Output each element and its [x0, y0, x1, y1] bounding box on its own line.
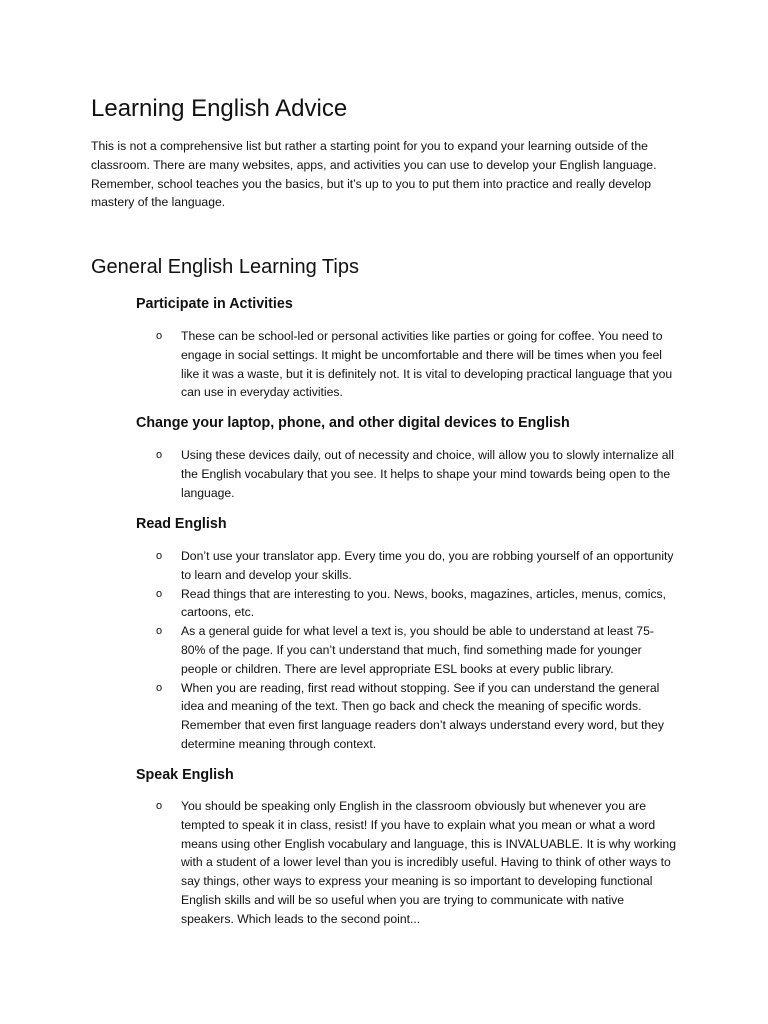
list-item-text: Using these devices daily, out of necessity and choice, will allow you to slowly internalize all the English vocabulary that you see. It helps to shape your mind towards being open to the language.	[181, 448, 674, 500]
bullet-icon: o	[156, 625, 163, 638]
subsection-heading-devices: Change your laptop, phone, and other digital devices to English	[136, 415, 570, 431]
list-item-text: As a general guide for what level a text is, you should be able to understand at least 75-80% of the page. If you can’t understand that much, find something made for younger people or children. There are level appropriate ESL books at every public library.	[181, 624, 654, 676]
subsection-heading-read: Read English	[136, 516, 227, 532]
list-item	[136, 585, 676, 623]
bullet-icon: o	[156, 330, 163, 342]
list-devices	[136, 446, 676, 502]
list-item-text: You should be speaking only English in the classroom obviously but whenever you are tempted to speak it in class, resist! If you have to explain what you mean or what a word means using other English vocabulary and language, this is INVALUABLE. It is why working with a student of a lower level than you is incredibly useful. Having to think of other ways to say things, other ways to express your meaning is so important to developing functional English skills and will be so useful when you are trying to communicate with native speakers. Which leads to the second point...	[181, 799, 676, 926]
list-item	[136, 327, 676, 402]
list-participate	[136, 327, 676, 402]
list-item	[136, 797, 676, 929]
list-item	[136, 446, 676, 502]
subsection-heading-speak: Speak English	[136, 767, 234, 783]
list-item-text: Read things that are interesting to you. News, books, magazines, articles, menus, comics, cartoons, etc.	[181, 586, 667, 620]
list-item-text: Don’t use your translator app. Every time you do, you are robbing yourself of an opportunity to learn and develop your skills.	[181, 549, 674, 582]
bullet-icon: o	[156, 550, 163, 562]
page-title: Learning English Advice	[91, 95, 348, 122]
list-speak	[136, 797, 676, 929]
list-item	[136, 679, 676, 754]
bullet-icon: o	[156, 800, 163, 812]
list-item	[136, 622, 676, 678]
section-heading: General English Learning Tips	[91, 256, 359, 278]
bullet-icon: o	[156, 449, 163, 461]
list-read	[136, 547, 676, 754]
subsection-heading-participate: Participate in Activities	[136, 296, 293, 312]
list-item-text: These can be school-led or personal activities like parties or going for coffee. You need to engage in social settings. It might be uncomfortable and there will be times when you feel like it was a waste, but it is definitely not. It is vital to developing practical language that you can use in everyday activities.	[181, 329, 673, 400]
intro-paragraph: This is not a comprehensive list but rather a starting point for you to expand your learning outside of the classroom. There are many websites, apps, and activities you can use to develop your English language. Remember, school teaches you the basics, but it’s up to you to put them into practice and really develop mastery of the language.	[91, 139, 657, 210]
list-item	[136, 547, 676, 585]
list-item-text: When you are reading, first read without stopping. See if you can understand the general idea and meaning of the text. Then go back and check the meaning of specific words. Remember that even first language readers don’t always understand every word, but they determine meaning through context.	[181, 680, 665, 751]
bullet-icon: o	[156, 681, 163, 694]
bullet-icon: o	[156, 587, 163, 600]
